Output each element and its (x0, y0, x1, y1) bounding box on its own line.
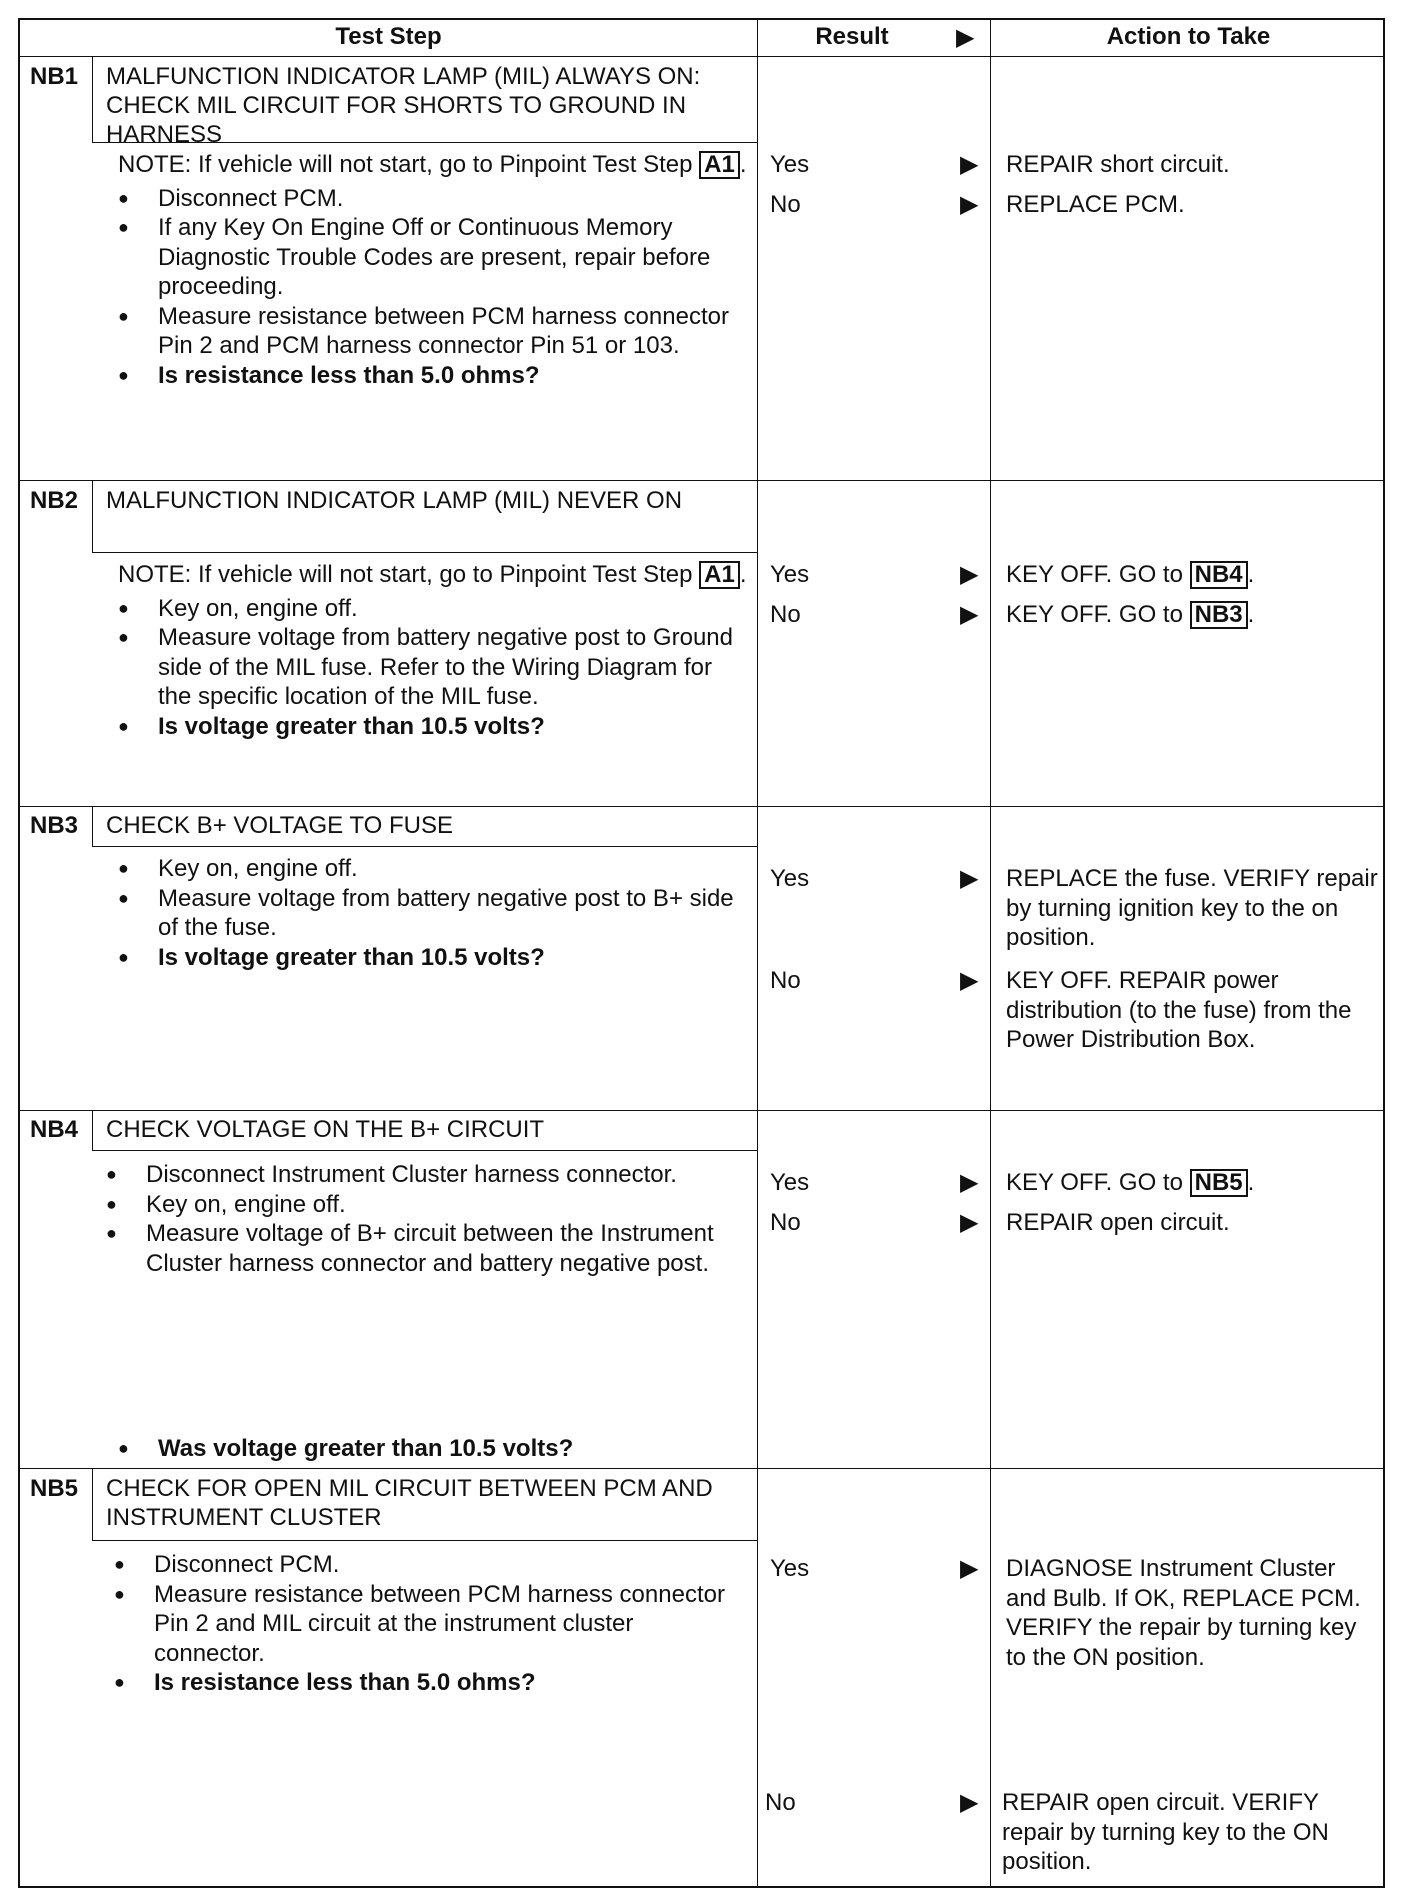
column-divider (990, 20, 991, 1886)
action: DIAGNOSE Instrument Cluster and Bulb. If OK, REPLACE PCM. VERIFY the repair by turning key to the ON position. (1006, 1555, 1361, 1671)
code-divider (92, 56, 93, 142)
header-divider (20, 56, 1383, 57)
code-divider (92, 806, 93, 846)
action: KEY OFF. GO to NB4 . (1006, 561, 1255, 588)
step-title: CHECK VOLTAGE ON THE B+ CIRCUIT (106, 1116, 545, 1143)
action: REPAIR short circuit. (1006, 151, 1230, 178)
bullet: ● Key on, engine off. (106, 1190, 746, 1220)
note: NOTE: If vehicle will not start, go to Pinpoint Test Step A1 . (118, 561, 747, 588)
result-yes: Yes (770, 1555, 810, 1582)
arrow-icon: ▶ (960, 865, 979, 892)
action: KEY OFF. GO to NB3 . (1006, 601, 1255, 628)
step-code: NB1 (30, 63, 79, 90)
row-divider (20, 480, 1383, 481)
arrow-icon: ▶ (960, 1209, 979, 1236)
title-divider (92, 846, 757, 847)
header-result: Result (815, 23, 889, 50)
bullet: ● Disconnect PCM. (118, 184, 748, 214)
step-ref-a1: A1 (699, 561, 740, 589)
arrow-icon: ▶ (960, 191, 979, 218)
code-divider (92, 1110, 93, 1150)
step-code: NB5 (30, 1475, 79, 1502)
title-divider (92, 1150, 757, 1151)
step-code: NB4 (30, 1116, 79, 1143)
bullet: ● Measure voltage from battery negative post to B+ side of the fuse. (118, 884, 748, 943)
step-code: NB2 (30, 487, 79, 514)
header-action: Action to Take (1106, 23, 1271, 50)
bullet: ● Disconnect Instrument Cluster harness connector. (106, 1160, 746, 1190)
bullet: ● Disconnect PCM. (114, 1550, 748, 1580)
arrow-icon: ▶ (960, 1789, 979, 1816)
step-body (118, 854, 748, 972)
code-divider (92, 1468, 93, 1540)
bullet: ● Key on, engine off. (118, 594, 748, 624)
question: ● Is voltage greater than 10.5 volts? (118, 712, 748, 742)
step-ref-nb5[interactable]: NB5 (1190, 1169, 1248, 1197)
bullet: ● Measure voltage of B+ circuit between the Instrument Cluster harness connector and battery negative post. (106, 1219, 746, 1278)
row-divider (20, 1468, 1383, 1469)
bullet: ● Measure resistance between PCM harness connector Pin 2 and MIL circuit at the instrument cluster connector. (114, 1580, 748, 1669)
bullet: ● If any Key On Engine Off or Continuous Memory Diagnostic Trouble Codes are present, repair before proceeding. (118, 213, 748, 302)
arrow-icon: ▶ (960, 1555, 979, 1582)
action: KEY OFF. REPAIR power distribution (to the fuse) from the Power Distribution Box. (1006, 967, 1352, 1053)
question: ● Is resistance less than 5.0 ohms? (118, 361, 748, 391)
step-body (114, 1550, 748, 1698)
step-body (118, 560, 748, 741)
action: REPAIR open circuit. (1006, 1209, 1230, 1236)
result-yes: Yes (770, 865, 810, 892)
result-yes: Yes (770, 151, 810, 178)
step-title: MALFUNCTION INDICATOR LAMP (MIL) NEVER ON (106, 487, 683, 514)
arrow-icon: ▶ (956, 24, 975, 51)
diagnostic-table (18, 18, 1385, 1888)
question: ● Was voltage greater than 10.5 volts? (118, 1434, 748, 1464)
result-no: No (765, 1789, 796, 1816)
arrow-icon: ▶ (960, 561, 979, 588)
result-no: No (770, 601, 801, 628)
result-no: No (770, 191, 801, 218)
question: ● Is voltage greater than 10.5 volts? (118, 943, 748, 973)
bullet: ● Measure resistance between PCM harness connector Pin 2 and PCM harness connector Pin 51 or 103. (118, 302, 748, 361)
action: KEY OFF. GO to NB5 . (1006, 1169, 1255, 1196)
bullet: ● Key on, engine off. (118, 854, 748, 884)
step-ref-a1: A1 (699, 151, 740, 179)
action: REPLACE PCM. (1006, 191, 1185, 218)
step-code: NB3 (30, 812, 79, 839)
arrow-icon: ▶ (960, 601, 979, 628)
step-body (106, 1160, 746, 1278)
step-question (118, 1434, 748, 1464)
result-no: No (770, 1209, 801, 1236)
step-title: CHECK FOR OPEN MIL CIRCUIT BETWEEN PCM AND INSTRUMENT CLUSTER (106, 1475, 713, 1531)
step-body (118, 150, 748, 390)
title-divider (92, 552, 757, 553)
note: NOTE: If vehicle will not start, go to Pinpoint Test Step A1 . (118, 151, 747, 178)
step-ref-nb3[interactable]: NB3 (1190, 601, 1248, 629)
header-test-step: Test Step (335, 23, 442, 50)
code-divider (92, 480, 93, 552)
step-ref-nb4[interactable]: NB4 (1190, 561, 1248, 589)
title-divider (92, 1540, 757, 1541)
result-yes: Yes (770, 1169, 810, 1196)
question: ● Is resistance less than 5.0 ohms? (114, 1668, 748, 1698)
arrow-icon: ▶ (960, 967, 979, 994)
row-divider (20, 806, 1383, 807)
bullet: ● Measure voltage from battery negative post to Ground side of the MIL fuse. Refer to the Wiring Diagram for the specific location of the MIL fuse. (118, 623, 748, 712)
arrow-icon: ▶ (960, 151, 979, 178)
result-yes: Yes (770, 561, 810, 588)
action: REPLACE the fuse. VERIFY repair by turning ignition key to the on position. (1006, 865, 1378, 951)
title-divider (92, 142, 757, 143)
arrow-icon: ▶ (960, 1169, 979, 1196)
result-no: No (770, 967, 801, 994)
step-title: CHECK B+ VOLTAGE TO FUSE (106, 812, 453, 839)
row-divider (20, 1110, 1383, 1111)
step-title: MALFUNCTION INDICATOR LAMP (MIL) ALWAYS ON: CHECK MIL CIRCUIT FOR SHORTS TO GROUND IN HARNESS (106, 63, 701, 148)
action: REPAIR open circuit. VERIFY repair by turning key to the ON position. (1002, 1789, 1329, 1875)
column-divider (757, 20, 758, 1886)
